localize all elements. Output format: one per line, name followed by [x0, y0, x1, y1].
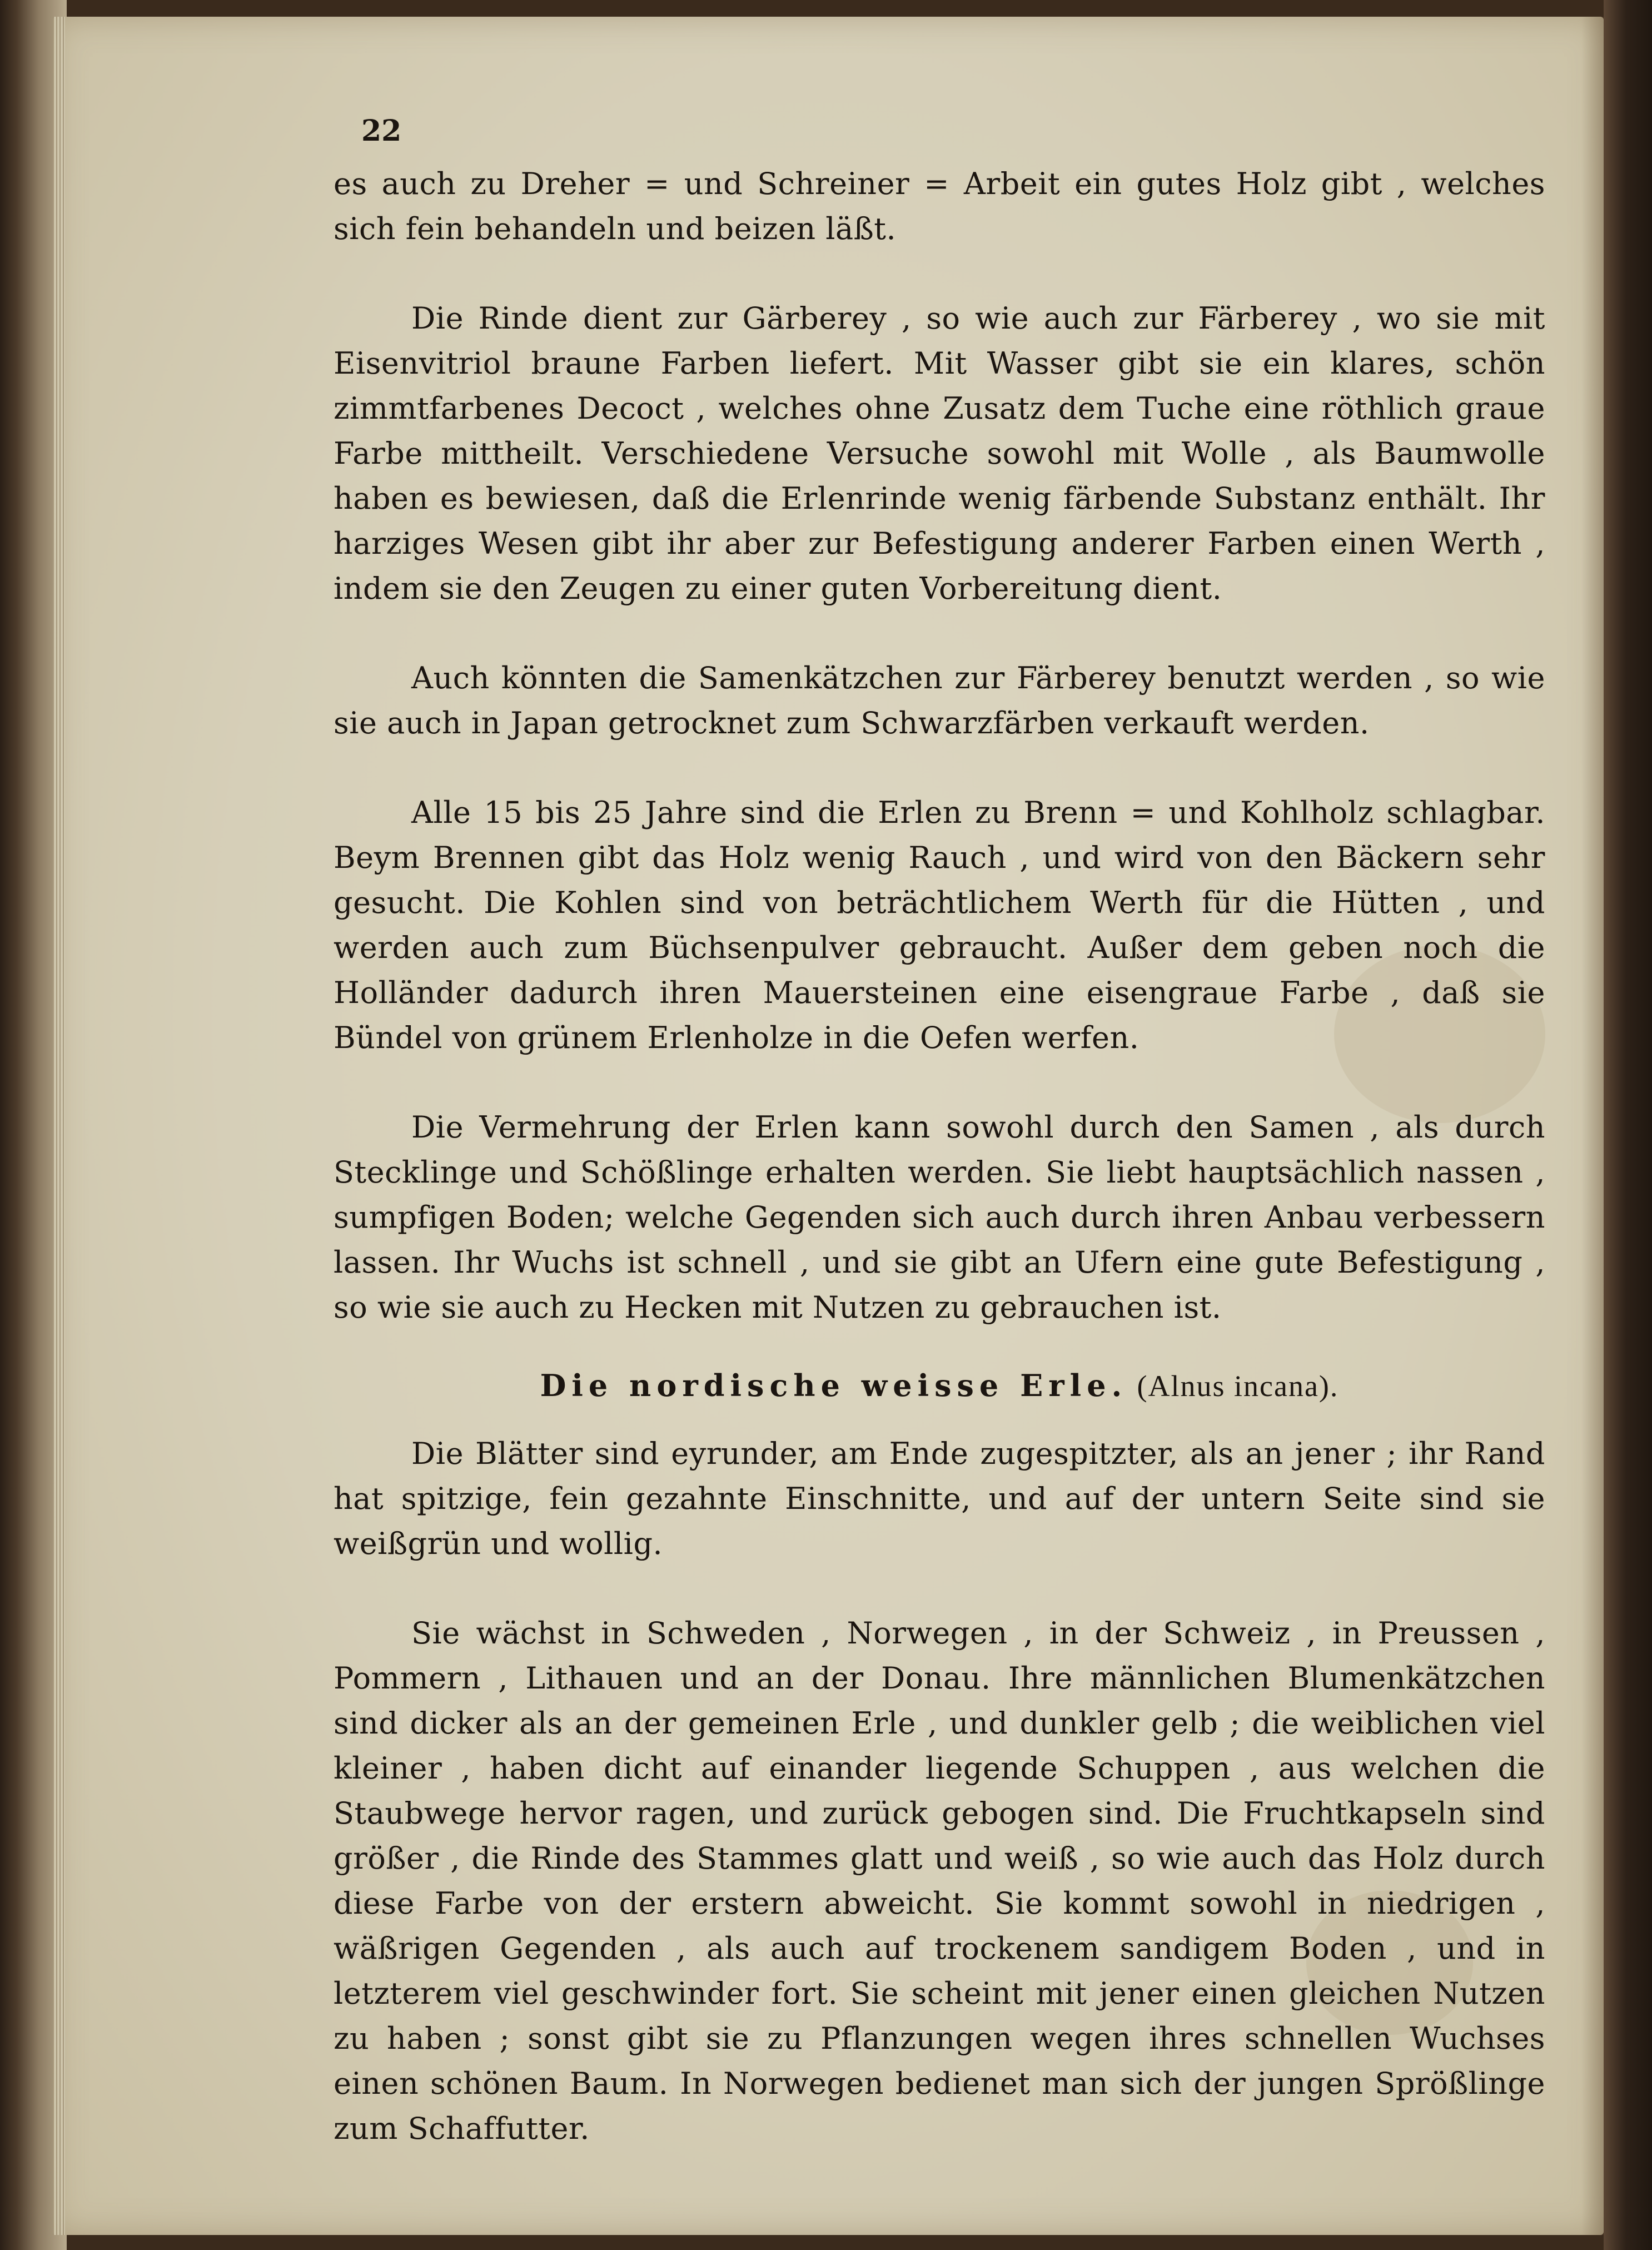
page-content [334, 111, 1545, 2151]
heading-title: Die nordische weisse Erle. [540, 1368, 1128, 1403]
page-gutter-shadow [1581, 17, 1606, 2235]
paragraph-catkins: Auch könnten die Samenkätzchen zur Färberey benutzt werden , so wie sie auch in Japan getrocknet zum Schwarzfärben verkauft werden. [334, 660, 1545, 741]
paragraph-propagation: Die Vermehrung der Erlen kann sowohl durch den Samen , als durch Stecklinge und Schößlinge erhalten werden. Sie liebt hauptsächlich nassen , sumpfigen Boden; welche Gegenden sich auch durch ihren Anbau verbessern lassen. Ihr Wuchs ist schnell , und sie gibt an Ufern eine gute Befestigung , so wie sie auch zu Hecken mit Nutzen zu gebrauchen ist. [334, 1110, 1545, 1325]
paragraph-distribution: Sie wächst in Schweden , Norwegen , in der Schweiz , in Preussen , Pommern , Lithauen und an der Donau. Ihre männlichen Blumenkätzchen sind dicker als an der gemeinen Erle , und dunkler gelb ; die weiblichen viel kleiner , haben dicht auf einander liegende Schuppen , aus welchen die Staubwege hervor ragen, und zurück gebogen sind. Die Fruchtkapseln sind größer , die Rinde des Stammes glatt und weiß , so wie auch das Holz durch diese Farbe von der erstern abweicht. Sie kommt sowohl in niedrigen , wäßrigen Gegenden , als auch auf trockenem sandigem Boden , und in letzterem viel geschwinder fort. Sie scheint mit jener einen gleichen Nutzen zu haben ; sonst gibt sie zu Pflanzungen wegen ihres schnellen Wuchses einen schönen Baum. In Norwegen bedienet man sich der jungen Sprößlinge zum Schaffutter. [334, 1616, 1545, 2146]
section-heading [334, 1363, 1545, 1409]
paragraph-leaves: Die Blätter sind eyrunder, am Ende zugespitzter, als an jener ; ihr Rand hat spitzige, fein gezahnte Einschnitte, und auf der untern Seite sind sie weißgrün und wollig. [334, 1436, 1545, 1561]
page-stack-edge [53, 17, 65, 2235]
paragraph-continuation: es auch zu Dreher = und Schreiner = Arbeit ein gutes Holz gibt , welches sich fein behandeln und beizen läßt. [334, 166, 1545, 246]
paragraph-firewood: Alle 15 bis 25 Jahre sind die Erlen zu Brenn = und Kohlholz schlagbar. Beym Brennen gibt das Holz wenig Rauch , und wird von den Bäckern sehr gesucht. Die Kohlen sind von beträchtlichem Werth für die Hütten , und werden auch zum Büchsenpulver gebraucht. Außer dem geben noch die Holländer dadurch ihren Mauersteinen eine eisengraue Farbe , daß sie Bündel von grünem Erlenholze in die Oefen werfen. [334, 795, 1545, 1055]
heading-latin-name: (Alnus incana). [1137, 1369, 1339, 1403]
paragraph-bark-dyeing: Die Rinde dient zur Gärberey , so wie auch zur Färberey , wo sie mit Eisenvitriol braune Farben liefert. Mit Wasser gibt sie ein klares, schön zimmtfarbenes Decoct , welches ohne Zusatz dem Tuche eine röthlich graue Farbe mittheilt. Verschiedene Versuche sowohl mit Wolle , als Baumwolle haben es bewiesen, daß die Erlenrinde wenig färbende Substanz enthält. Ihr harziges Wesen gibt ihr aber zur Befestigung anderer Farben einen Werth , indem sie den Zeugen zu einer guten Vorbereitung dient. [334, 301, 1545, 606]
book-right-edge [1604, 0, 1652, 2250]
page-number: 22 [361, 114, 402, 148]
